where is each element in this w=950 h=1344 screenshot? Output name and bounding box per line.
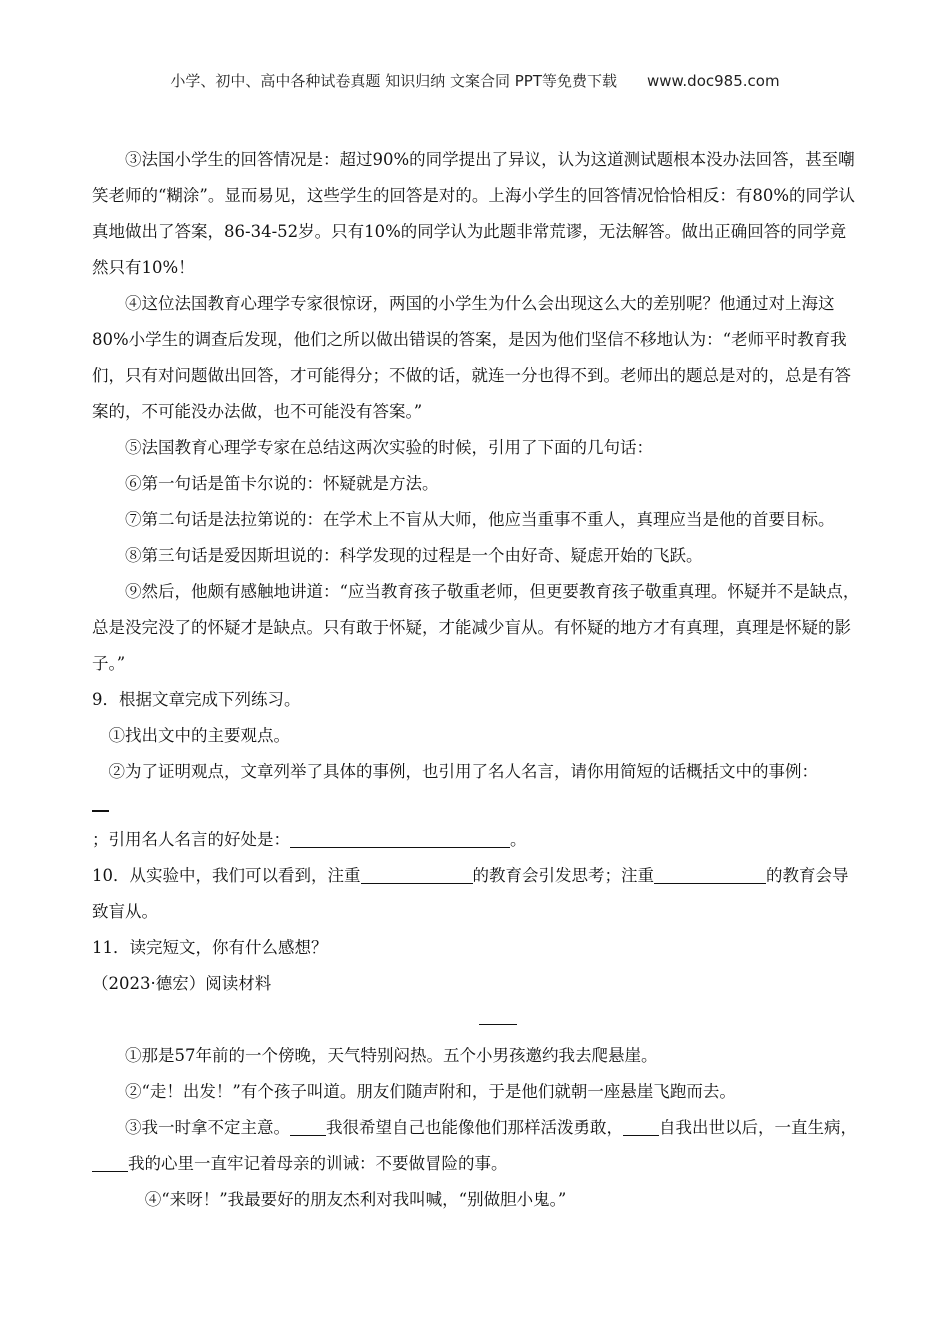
title-blank[interactable]	[92, 1002, 862, 1038]
section2-p3-c: 自我出世以后，一直生病，	[659, 1118, 857, 1137]
question-11: 11．读完短文，你有什么感想？	[92, 938, 328, 957]
question-10-part-2: 的教育会引发思考；注重	[472, 866, 654, 885]
header-text: 小学、初中、高中各种试卷真题 知识归纳 文案合同 PPT等免费下载	[170, 72, 617, 90]
section2-p3-b: 我很希望自己也能像他们那样活泼勇敢，	[326, 1118, 623, 1137]
section2-paragraph-1: ①那是57年前的一个傍晚，天气特别闷热。五个小男孩邀约我去爬悬崖。	[125, 1046, 658, 1065]
question-10	[92, 858, 862, 930]
section2-paragraph-3	[92, 1110, 862, 1182]
answer-blank-quotes-benefit[interactable]	[290, 831, 510, 849]
question-9-item-3-prefix: ；引用名人名言的好处是：	[92, 830, 290, 849]
paragraph-6: ⑥第一句话是笛卡尔说的：怀疑就是方法。	[125, 474, 439, 493]
paragraph-8: ⑧第三句话是爱因斯坦说的：科学发现的过程是一个由好奇、疑虑开始的飞跃。	[125, 546, 703, 565]
answer-blank-conj-2[interactable]	[623, 1119, 659, 1137]
paragraph-3: ③法国小学生的回答情况是：超过90%的同学提出了异议，认为这道测试题根本没办法回答，甚至嘲笑老师的“糊涂”。显而易见，这些学生的回答是对的。上海小学生的回答情况恰恰相反：有80%的同学认真地做出了答案，86-34-52岁。只有10%的同学认为此题非常荒谬，无法解答。做出正确回答的同学竟然只有10%！	[92, 150, 856, 277]
question-9-title: 9．根据文章完成下列练习。	[92, 690, 301, 709]
answer-blank-conj-1[interactable]	[290, 1119, 326, 1137]
question-9-item-1: ①找出文中的主要观点。	[108, 726, 290, 745]
title-blank-line[interactable]	[479, 1012, 517, 1025]
paragraph-9: ⑨然后，他颇有感触地讲道：“应当教育孩子敬重老师，但更要教育孩子敬重真理。怀疑并不是缺点，总是没完没了的怀疑才是缺点。只有敢于怀疑，才能减少盲从。有怀疑的地方才有真理，真理是怀疑的影子。”	[92, 582, 860, 673]
answer-blank-10-a[interactable]	[361, 867, 473, 885]
paragraph-5: ⑤法国教育心理学专家在总结这两次实验的时候，引用了下面的几句话：	[125, 438, 653, 457]
section2-p3-a: ③我一时拿不定主意。	[125, 1118, 290, 1137]
question-9-item-3	[92, 822, 862, 858]
section2-paragraph-2: ②“走！出发！”有个孩子叫道。朋友们随声附和，于是他们就朝一座悬崖飞跑而去。	[125, 1082, 736, 1101]
document-body	[92, 142, 862, 1218]
question-9-item-2: ②为了证明观点，文章列举了具体的事例，也引用了名人名言，请你用简短的话概括文中的事例：	[108, 762, 818, 781]
section2-paragraph-4: ④“来呀！”我最要好的朋友杰利对我叫喊，“别做胆小鬼。”	[144, 1190, 567, 1209]
answer-blank-10-b[interactable]	[654, 867, 766, 885]
page-header	[0, 70, 950, 91]
header-url[interactable]: www.doc985.com	[646, 72, 780, 90]
answer-blank-conj-3[interactable]	[92, 1155, 128, 1173]
paragraph-4: ④这位法国教育心理学专家很惊讶，两国的小学生为什么会出现这么大的差别呢？他通过对上海这80%小学生的调查后发现，他们之所以做出错误的答案，是因为他们坚信不移地认为：“老师平时教育我们，只有对问题做出回答，才可能得分；不做的话，就连一分也得不到。老师出的题总是对的，总是有答案的，不可能没办法做，也不可能没有答案。”	[92, 294, 851, 421]
answer-blank-short-line[interactable]	[92, 790, 109, 812]
section2-p3-d: 我的心里一直牢记着母亲的训诫：不要做冒险的事。	[128, 1154, 508, 1173]
question-9-item-3-suffix: 。	[510, 830, 527, 849]
question-10-part-1: 10．从实验中，我们可以看到，注重	[92, 866, 361, 885]
section-source: （2023·德宏）阅读材料	[92, 974, 272, 993]
question-10-part-3: 的教育会导致盲从。	[92, 866, 849, 921]
paragraph-7: ⑦第二句话是法拉第说的：在学术上不盲从大师，他应当重事不重人，真理应当是他的首要目标。	[125, 510, 835, 529]
